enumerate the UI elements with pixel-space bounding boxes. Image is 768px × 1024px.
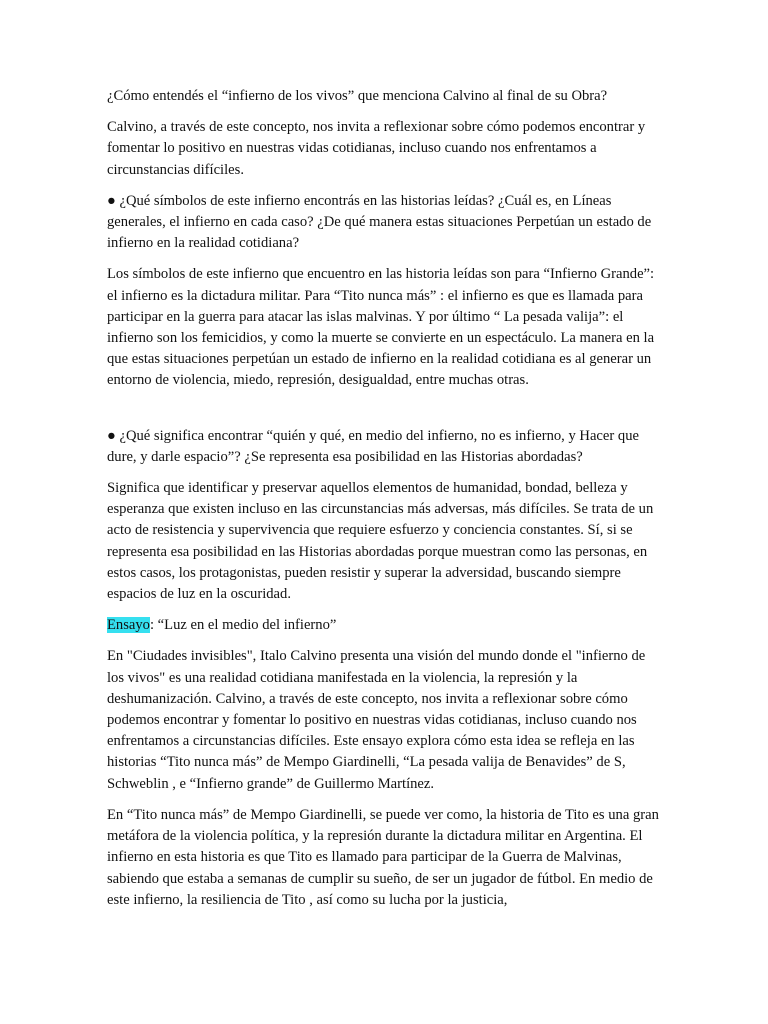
answer-3: Significa que identificar y preservar aquellos elementos de humanidad, bondad, belleza y esperanza que existen incluso en las circunstancias más adversas, más difíciles. Se trata de un acto de resistencia y supervivencia que requiere esfuerzo y conciencia constantes. Sí, si se representa esa posibilidad en las Historias abordadas porque muestran como las personas, en estos casos, los protagonistas, pueden resistir y superar la adversidad, buscando siempre espacios de luz en la oscuridad.: [107, 480, 654, 603]
paragraph-spacer: [107, 402, 663, 426]
answer-2: Los símbolos de este infierno que encuentro en las historia leídas son para “Infierno Grande”: el infierno es la dictadura militar. Para “Tito nunca más” : el infierno es que es llamada para participar en la guerra para atacar las islas malvinas. Y por último “ La pesada valija”: el infierno son los femicidios, y como la muerte se convierte en un espectáculo. La manera en la que estas situaciones perpetúan un estado de infierno en la realidad cotidiana es al generar un entorno de violencia, miedo, represión, desigualdad, entre muchas otras.: [107, 266, 655, 389]
essay-title: : “Luz en el medio del infierno”: [149, 617, 337, 634]
answer-1: Calvino, a través de este concepto, nos invita a reflexionar sobre cómo podemos encontrar y fomentar lo positivo en nuestras vidas cotidianas, incluso cuando nos enfrentamos a circunstancias difíciles.: [107, 119, 646, 178]
essay-paragraph-1: En "Ciudades invisibles", Italo Calvino presenta una visión del mundo donde el "infierno de los vivos" es una realidad cotidiana manifestada en la violencia, la represión y la deshumanización. Calvino, a través de este concepto, nos invita a reflexionar sobre cómo podemos encontrar y fomentar lo positivo en nuestras vidas cotidianas, incluso cuando nos enfrentamos a circunstancias difíciles. Este ensayo explora cómo esta idea se refleja en las historias “Tito nunca más” de Mempo Giardinelli, “La pesada valija de Benavides” de S, Schweblin , e “Infierno grande” de Guillermo Martínez.: [107, 648, 646, 792]
essay-label-highlight: Ensayo: [107, 617, 150, 634]
essay-paragraph-2: En “Tito nunca más” de Mempo Giardinelli, se puede ver como, la historia de Tito es una gran metáfora de la violencia política, y la represión durante la dictadura militar en Argentina. El infierno en esta historia es que Tito es llamado para participar de la Guerra de Malvinas, sabiendo que estaba a semanas de cumplir su sueño, de ser un jugador de fútbol. En medio de este infierno, la resiliencia de Tito , así como su lucha por la justicia,: [107, 806, 659, 908]
question-1: ¿Cómo entendés el “infierno de los vivos” que menciona Calvino al final de su Obra?: [107, 88, 608, 104]
essay-heading: [107, 615, 663, 636]
question-2: ● ¿Qué símbolos de este infierno encontrás en las historias leídas? ¿Cuál es, en Líneas generales, el infierno en cada caso? ¿De qué manera estas situaciones Perpetúan un estado de infierno en la realidad cotidiana?: [107, 192, 652, 252]
document-page: [107, 86, 663, 921]
question-3: ● ¿Qué significa encontrar “quién y qué, en medio del infierno, no es infierno, y Hacer que dure, y darle espacio”? ¿Se representa esa posibilidad en las Historias abordadas?: [107, 427, 639, 465]
